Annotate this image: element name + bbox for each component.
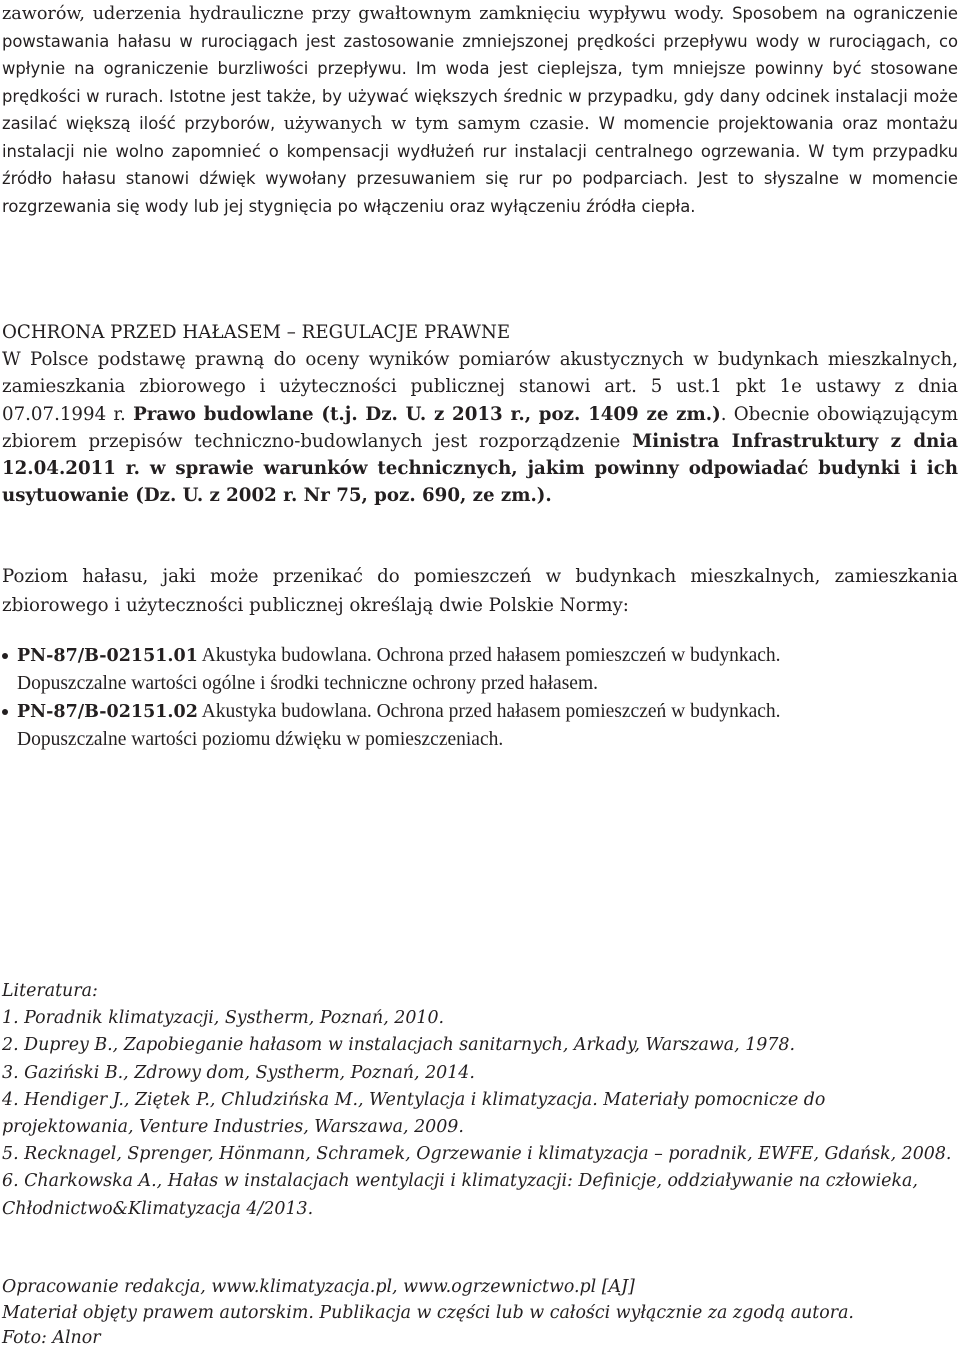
norm-line-1: Akustyka budowlana. Ochrona przed hałasem pomieszczeń w budynkach. bbox=[197, 645, 781, 666]
photo-credit: Foto: Alnor bbox=[2, 1328, 101, 1348]
regulation-section bbox=[2, 319, 958, 509]
regulation-heading: OCHRONA PRZED HAŁASEM – REGULACJE PRAWNE bbox=[2, 322, 511, 343]
intro-text-1: zaworów, uderzenia hydrauliczne przy gwałtownym zamknięciu wypływu wody. bbox=[2, 4, 733, 24]
norm-code: PN-87/B-02151.02 bbox=[17, 702, 198, 722]
literature-item: 6. Charkowska A., Hałas w instalacjach wentylacji i klimatyzacji: Definicje, oddziaływanie na człowieka, Chłodnictwo&Klimatyzacja 4/2013. bbox=[2, 1171, 918, 1219]
norms-intro-paragraph: Poziom hałasu, jaki może przenikać do pomieszczeń w budynkach mieszkalnych, zamieszkania zbiorowego i użyteczności publicznej określają dwie Polskie Normy: bbox=[2, 566, 958, 616]
regulation-text-2: . Obecnie obowiązującym zbiorem przepisów techniczno-budowlanych jest rozporządzenie bbox=[2, 403, 958, 452]
norm-line-2: Dopuszczalne wartości poziomu dźwięku w pomieszczeniach. bbox=[17, 729, 504, 750]
intro-text-4: W momencie projektowania oraz montażu instalacji nie wolno zapomnieć o kompensacji wydłużeń rur instalacji centralnego ogrzewania. W tym przypadku źródło hałasu stanowi dźwięk wywołany przesuwaniem się rur po podparciach. Jest to słyszalne w momencie rozgrzewania się wody lub jej stygnięcia po włączeniu oraz wyłączeniu źródła ciepła. bbox=[2, 114, 958, 216]
literature-item: 3. Gaziński B., Zdrowy dom, Systherm, Poznań, 2014. bbox=[2, 1062, 475, 1083]
bullet-icon bbox=[2, 709, 8, 715]
intro-paragraph bbox=[2, 0, 958, 220]
regulation-text-1: W Polsce podstawę prawną do oceny wyników pomiarów akustycznych w budynkach mieszkalnych, zamieszkania zbiorowego i użyteczności publicznej stanowi art. 5 ust.1 pkt 1e ustawy z dnia 07.07.1994 r. bbox=[2, 349, 958, 425]
copyright-notice: Materiał objęty prawem autorskim. Publikacja w części lub w całości wyłącznie za zgodą autora. bbox=[2, 1302, 854, 1323]
literature-item: 1. Poradnik klimatyzacji, Systherm, Poznań, 2010. bbox=[2, 1008, 445, 1029]
footer-section bbox=[2, 1275, 958, 1352]
editorial-credit: Opracowanie redakcja, www.klimatyzacja.pl, www.ogrzewnictwo.pl [AJ] bbox=[2, 1277, 635, 1297]
regulation-bold-1: Prawo budowlane (t.j. Dz. U. z 2013 r., poz. 1409 ze zm.) bbox=[133, 403, 721, 425]
literature-item: 4. Hendiger J., Ziętek P., Chludzińska M., Wentylacja i klimatyzacja. Materiały pomocnicze do projektowania, Venture Industries, Warszawa, 2009. bbox=[2, 1089, 826, 1138]
regulation-bold-2: Ministra Infrastruktury z dnia 12.04.2011 r. w sprawie warunków technicznych, jakim powinny odpowiadać budynki i ich usytuowanie (Dz. U. z 2002 r. Nr 75, poz. 690, ze zm.). bbox=[2, 430, 958, 507]
literature-section bbox=[2, 978, 958, 1223]
literature-item: 5. Recknagel, Sprenger, Hönmann, Schramek, Ogrzewanie i klimatyzacja – poradnik, EWFE, Gdańsk, 2008. bbox=[2, 1144, 952, 1165]
literature-title: Literatura: bbox=[2, 981, 98, 1001]
bullet-icon bbox=[2, 653, 8, 659]
norm-item bbox=[2, 642, 958, 698]
intro-text-3: używanych w tym samym czasie. bbox=[283, 114, 599, 134]
literature-item: 2. Duprey B., Zapobieganie hałasom w instalacjach sanitarnych, Arkady, Warszawa, 1978. bbox=[2, 1035, 796, 1056]
norms-list bbox=[2, 642, 958, 754]
norm-line-1: Akustyka budowlana. Ochrona przed hałasem pomieszczeń w budynkach. bbox=[197, 701, 781, 722]
norm-item bbox=[2, 698, 958, 754]
intro-text-2: Sposobem na ograniczenie powstawania hałasu w rurociągach jest zastosowanie zmniejszonej prędkości przepływu wody w rurociągach, co wpłynie na ograniczenie burzliwości przepływu. Im woda jest cieplejsza, tym mniejsze powinny być stosowane prędkości w rurach. Istotne jest także, by używać większych średnic w przypadku, gdy dany odcinek instalacji może zasilać większą ilość przyborów, bbox=[2, 4, 959, 133]
norm-line-2: Dopuszczalne wartości ogólne i środki techniczne ochrony przed hałasem. bbox=[17, 673, 598, 694]
norm-code: PN-87/B-02151.01 bbox=[17, 646, 198, 666]
